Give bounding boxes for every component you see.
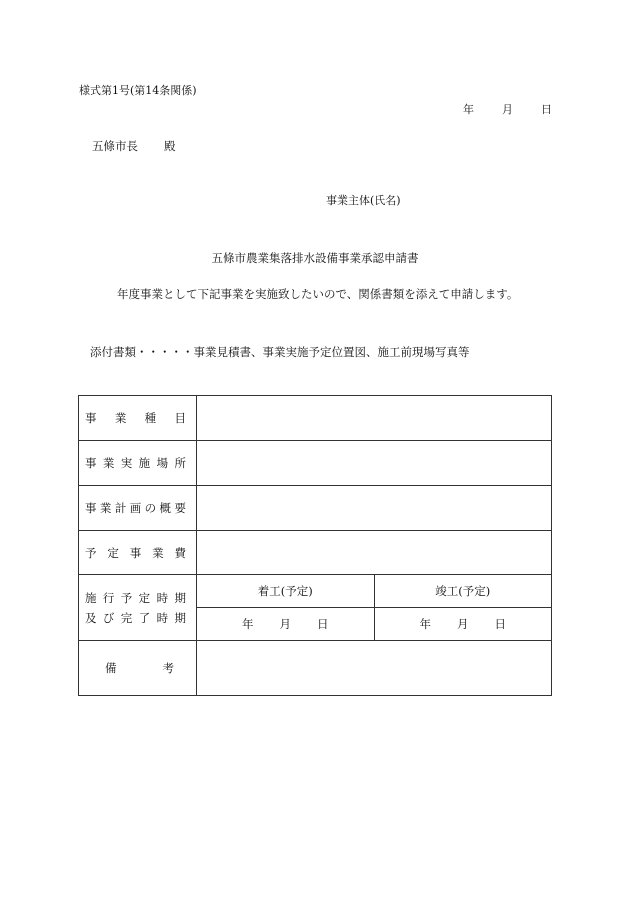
start-month-label: 月	[279, 617, 291, 631]
table-row-project-type	[79, 396, 552, 441]
implementation-site-field[interactable]	[197, 441, 552, 486]
implementation-site-label: 事 業 実 施 場 所	[79, 441, 197, 486]
date-month-label: 月	[502, 103, 513, 116]
addressee-name: 五條市長	[92, 139, 138, 153]
applicant-label: 事業主体(氏名)	[326, 194, 401, 207]
planned-cost-label: 予 定 事 業 費	[79, 531, 197, 575]
application-statement: 年度事業として下記事業を実施致したいので、関係書類を添えて申請します。	[117, 287, 519, 301]
submission-date	[463, 101, 552, 117]
table-row-remarks	[79, 641, 552, 696]
project-type-label: 事 業 種 目	[79, 396, 197, 441]
end-day-label: 日	[494, 617, 506, 631]
attachments-note: 添付書類・・・・・事業見積書、事業実施予定位置図、施工前現場写真等	[90, 345, 470, 359]
planned-cost-field[interactable]	[197, 531, 552, 575]
project-type-field[interactable]	[197, 396, 552, 441]
table-row-planned-cost	[79, 531, 552, 575]
table-row-implementation-site	[79, 441, 552, 486]
plan-overview-label: 事 業 計 画 の 概 要	[79, 486, 197, 531]
remarks-field[interactable]	[197, 641, 552, 696]
form-number: 様式第1号(第14条関係)	[79, 84, 197, 97]
table-row-plan-overview	[79, 486, 552, 531]
start-year-label: 年	[242, 617, 254, 631]
end-month-label: 月	[457, 617, 469, 631]
plan-overview-field[interactable]	[197, 486, 552, 531]
remarks-label: 備 考	[79, 641, 197, 696]
date-year-label: 年	[463, 103, 474, 116]
application-form-table	[78, 395, 552, 696]
start-header: 着工(予定)	[197, 575, 375, 608]
addressee-honorific: 殿	[164, 139, 176, 153]
document-title: 五條市農業集落排水設備事業承認申請書	[211, 251, 419, 265]
addressee	[92, 138, 176, 154]
date-day-label: 日	[541, 103, 552, 116]
end-header: 竣工(予定)	[374, 575, 552, 608]
table-row-schedule-header	[79, 575, 552, 608]
schedule-label: 施 行 予 定 時 期 及 び 完 了 時 期	[79, 575, 197, 641]
start-day-label: 日	[317, 617, 329, 631]
end-date-field[interactable]	[374, 608, 552, 641]
end-year-label: 年	[419, 617, 431, 631]
start-date-field[interactable]	[197, 608, 375, 641]
